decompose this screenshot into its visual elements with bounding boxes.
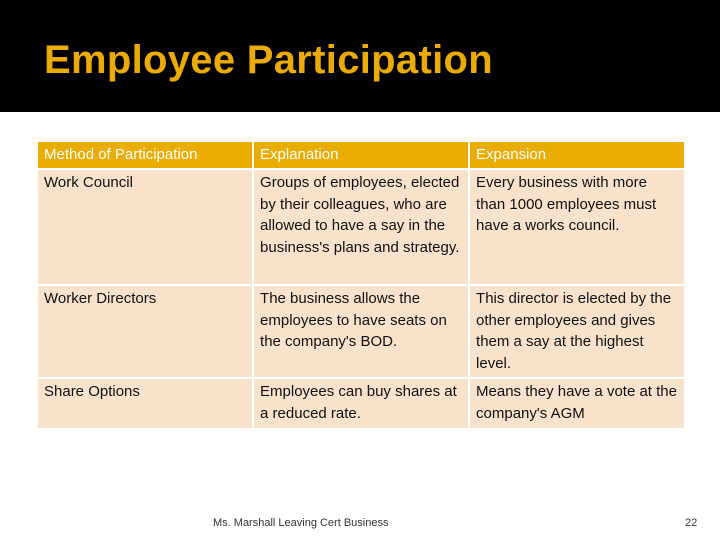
cell-method: Worker Directors bbox=[38, 286, 252, 377]
header-method: Method of Participation bbox=[38, 142, 252, 168]
cell-expansion: Every business with more than 1000 employees must have a works council. bbox=[470, 170, 684, 284]
title-bar bbox=[0, 0, 720, 112]
header-explanation: Explanation bbox=[254, 142, 468, 168]
table-row bbox=[38, 286, 684, 377]
cell-method: Share Options bbox=[38, 379, 252, 428]
table-row bbox=[38, 379, 684, 428]
table-header-row bbox=[38, 142, 684, 168]
cell-explanation: The business allows the employees to have seats on the company's BOD. bbox=[254, 286, 468, 377]
footer-text: Ms. Marshall Leaving Cert Business bbox=[213, 517, 389, 529]
cell-expansion: Means they have a vote at the company's AGM bbox=[470, 379, 684, 428]
page-number: 22 bbox=[685, 517, 698, 529]
cell-explanation: Groups of employees, elected by their colleagues, who are allowed to have a say in the business's plans and strategy. bbox=[254, 170, 468, 284]
slide-title: Employee Participation bbox=[44, 38, 493, 82]
cell-method: Work Council bbox=[38, 170, 252, 284]
cell-explanation: Employees can buy shares at a reduced rate. bbox=[254, 379, 468, 428]
header-expansion: Expansion bbox=[470, 142, 684, 168]
cell-expansion: This director is elected by the other employees and gives them a say at the highest level. bbox=[470, 286, 684, 377]
table-row bbox=[38, 170, 684, 284]
participation-table bbox=[36, 140, 686, 430]
